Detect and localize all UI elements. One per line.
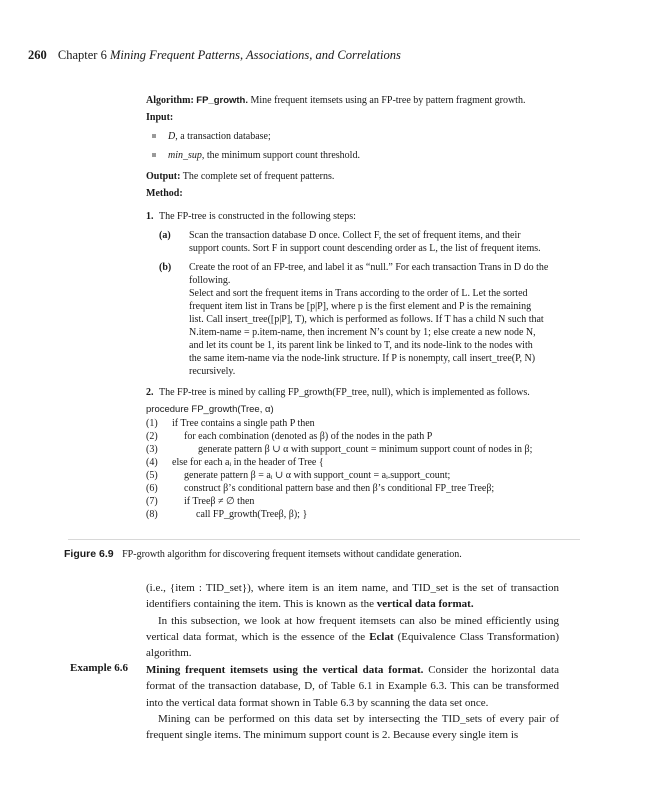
chapter-label: Chapter 6 (57, 48, 107, 62)
bullet-square-icon (152, 153, 156, 157)
running-header (28, 48, 401, 63)
paragraph: Mining can be performed on this data set by intersecting the TID_sets of every pair of frequent single items. The minimum support count is 2. Because every single item is (146, 712, 559, 742)
procedure-header: procedure FP_growth(Tree, α) (146, 404, 274, 415)
input-label: Input: (146, 112, 174, 123)
paragraph: In this subsection, we look at how frequent itemsets can also be mined efficiently using vertical data format, which is the essence of the Eclat (Equivalence Class Transformation) algorithm. (146, 614, 559, 660)
method-step-1: 1. The FP-tree is constructed in the following steps: (146, 211, 356, 222)
algorithm-block (146, 94, 566, 521)
bullet-square-icon (152, 134, 156, 138)
method-label: Method: (146, 188, 183, 199)
procedure-line: (2) for each combination (denoted as β) of the nodes in the path P (146, 431, 433, 442)
example-label: Example 6.6 (70, 662, 129, 674)
algorithm-name: FP_growth. (196, 95, 249, 106)
input-item: D, a transaction database; (146, 130, 566, 143)
figure-caption-text: FP-growth algorithm for discovering frequent itemsets without candidate generation. (122, 549, 462, 560)
step-1a: (a) Scan the transaction database D once. Collect F, the set of frequent items, and their support counts. Sort F in support count descending order as L, the list of frequent items. (159, 230, 541, 254)
paragraph: Mining frequent itemsets using the vertical data format. Consider the horizontal data format of the transaction database, D, of Table 6.1 in Example 6.3. This can be transformed into the vertical data format shown in Table 6.3 by scanning the data set once. (146, 664, 559, 709)
procedure-line: (4) else for each aᵢ in the header of Tree { (146, 457, 324, 468)
algorithm-label: Algorithm: (146, 95, 194, 106)
procedure-line: (5) generate pattern β = aᵢ ∪ α with support_count = aᵢ.support_count; (146, 470, 451, 481)
figure-caption (64, 548, 462, 560)
example-body (146, 662, 559, 743)
procedure-line: (8) call FP_growth(Treeβ, β); } (146, 509, 308, 520)
algorithm-description: Mine frequent itemsets using an FP-tree by pattern fragment growth. (250, 95, 526, 106)
page-number: 260 (28, 48, 47, 62)
figure-divider (68, 539, 580, 540)
paragraph: (i.e., {item : TID_set}), where item is an item name, and TID_set is the set of transaction identifiers containing the item. This is known as the vertical data format. (146, 582, 559, 611)
procedure-line: (1) if Tree contains a single path P then (146, 418, 315, 429)
step-1b: (b) Create the root of an FP-tree, and label it as “null.” For each transaction Trans in D do the following. Select and sort the frequent items in Trans according to the order of L. Let the sorted frequent item list in Trans be [p|P], where p is the first element and P is the remaining list. Call insert_tree([p|P], T), which is performed as follows. If T has a child N such that N.item-name = p.item-name, then increment N’s count by 1; else create a new node N, and let its count be 1, its parent link be linked to T, and its node-link to the nodes with the same item-name via the node-link structure. If P is nonempty, call insert_tree(P, N) recursively. (159, 262, 549, 377)
procedure-line: (7) if Treeβ ≠ ∅ then (146, 496, 255, 507)
input-item: min_sup, the minimum support count threshold. (146, 149, 566, 162)
chapter-title: Mining Frequent Patterns, Associations, and Correlations (109, 48, 401, 62)
body-text (146, 580, 559, 661)
figure-label: Figure 6.9 (64, 548, 114, 560)
method-step-2: 2. The FP-tree is mined by calling FP_growth(FP_tree, null), which is implemented as follows. (146, 387, 530, 398)
output-line: Output: The complete set of frequent patterns. (146, 171, 335, 182)
algorithm-title (146, 94, 566, 107)
procedure-line: (3) generate pattern β ∪ α with support_count = minimum support count of nodes in β; (146, 444, 533, 455)
procedure-line: (6) construct β’s conditional pattern base and then β’s conditional FP_tree Treeβ; (146, 483, 495, 494)
